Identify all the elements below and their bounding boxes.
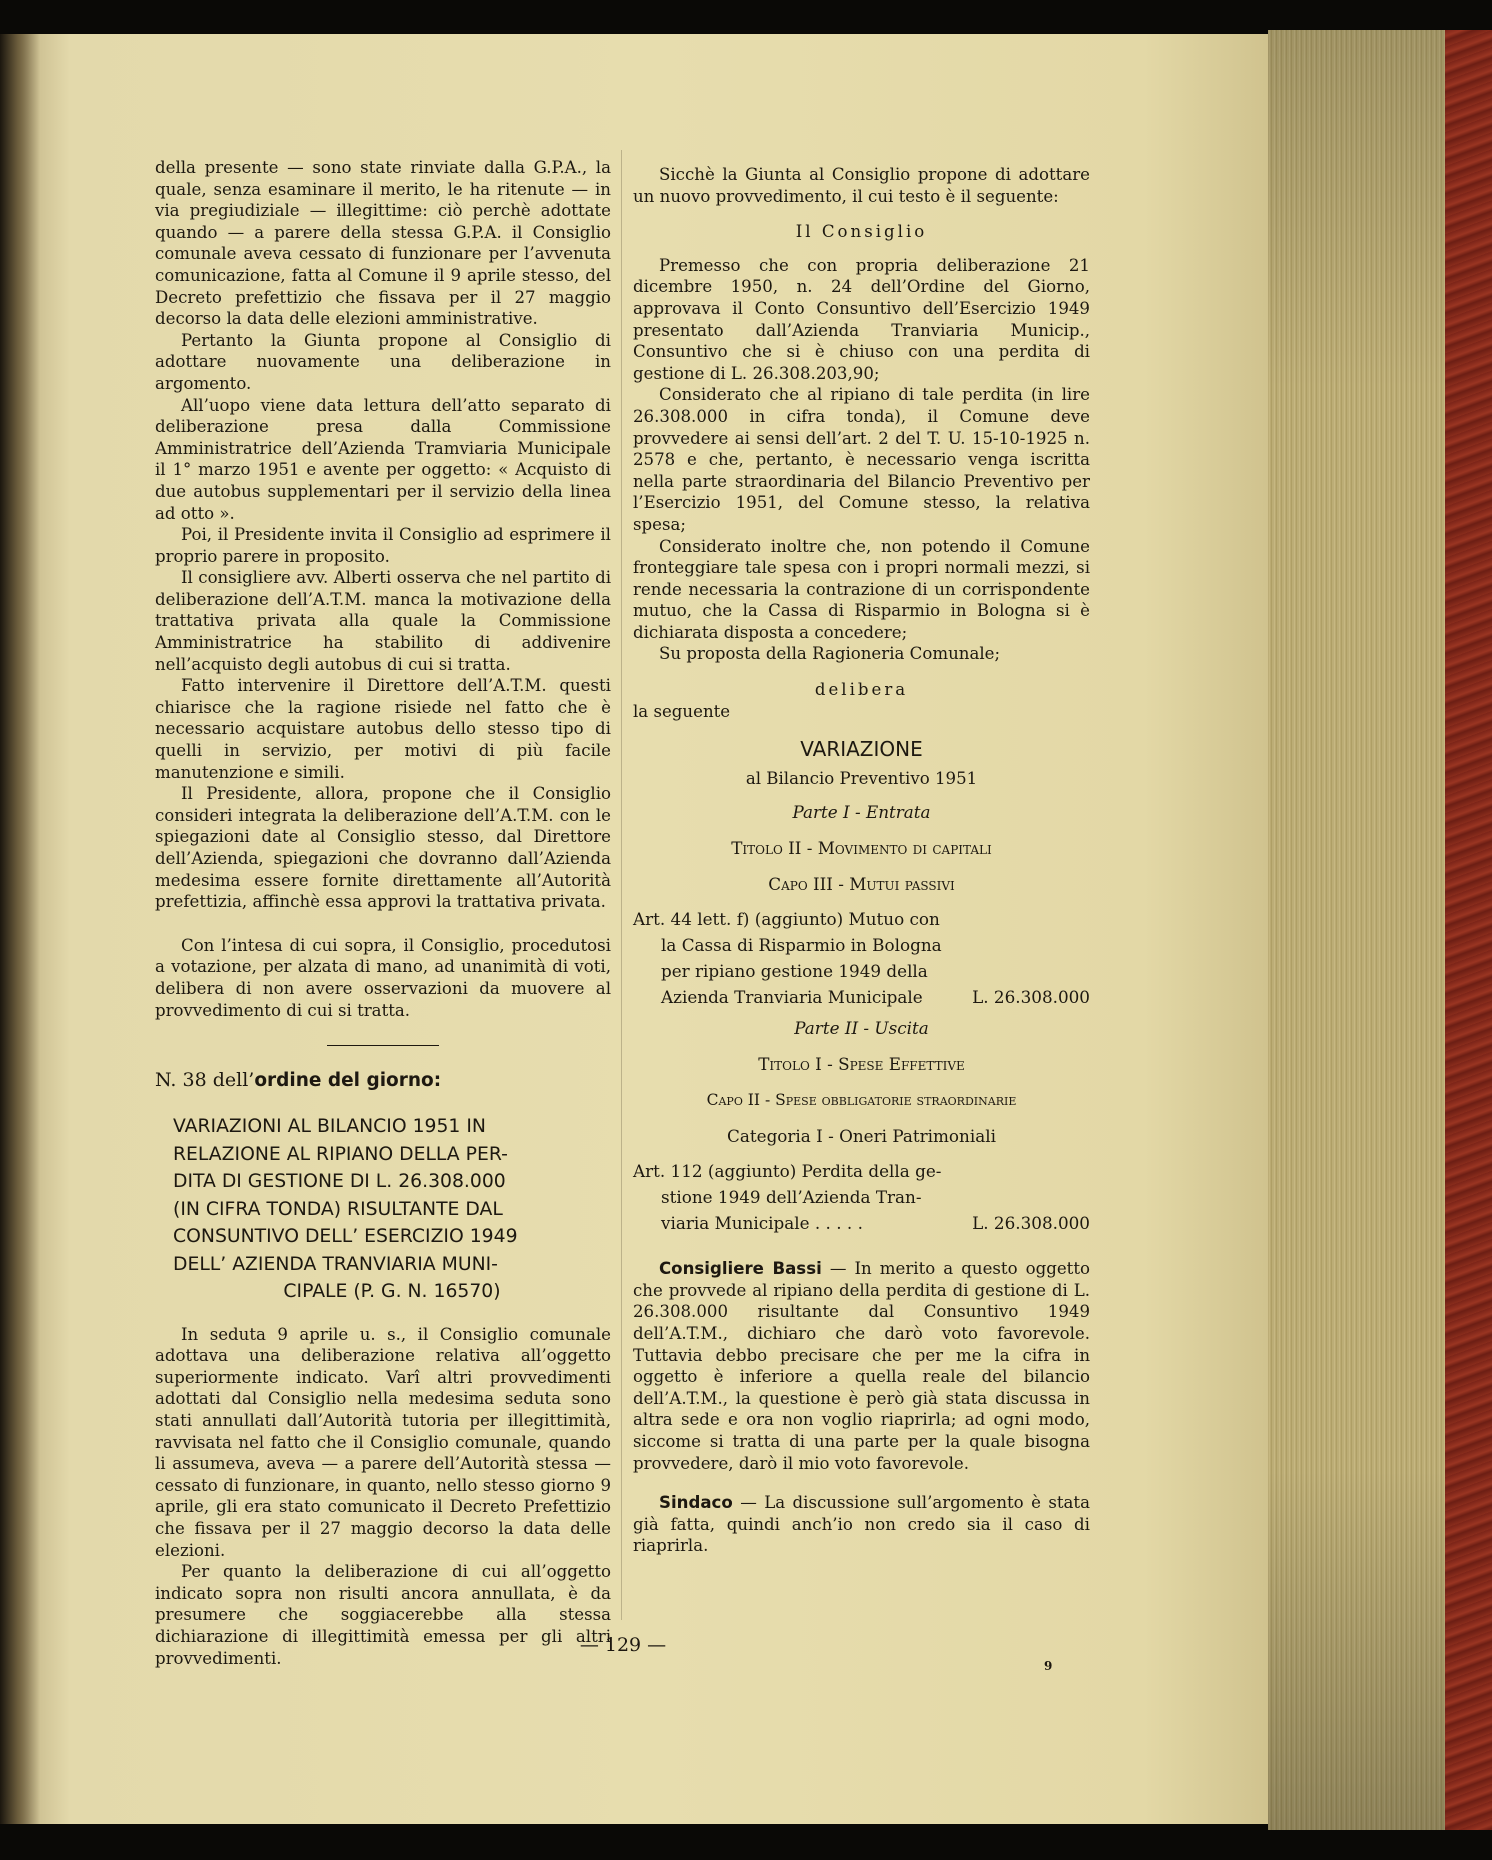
right-column [633,164,1090,1557]
la-seguente: la seguente [633,701,731,721]
paragraph: Pertanto la Giunta propone al Consiglio di adottare nuovamente una deliberazione in argomento. [155,330,611,393]
titolo-heading: Titolo I - Spese Effettive [758,1054,965,1075]
paragraph: All’uopo viene data lettura dell’atto separato di deliberazione presa dalla Commissione Amministratrice dell’Azienda Tramviaria Municipale il 1° marzo 1951 e avente per oggetto: « Acquisto di due autobus supplementari per il servizio della linea ad otto ». [155,395,611,523]
variazione-heading: VARIAZIONE [800,737,923,762]
signature-mark: 9 [1044,1659,1053,1673]
paragraph: Considerato che al ripiano di tale perdita (in lire 26.308.000 in cifra tonda), il Comune deve provvedere ai sensi dell’art. 2 del T. U. 15-10-1925 n. 2578 e che, pertanto, è necessario venga iscritta nella parte straordinaria del Bilancio Preventivo per l’Esercizio 1951, del Comune stesso, la relativa spesa; [633,385,1090,534]
titolo-heading: Titolo II - Movimento di capitali [731,838,992,859]
parte-entrata: Parte I - Entrata [792,802,931,823]
paragraph: Poi, il Presidente invita il Consiglio ad esprimere il proprio parere in proposito. [155,525,611,566]
section-separator [327,1045,439,1046]
speaker-name: Consigliere Bassi [659,1259,822,1279]
paragraph: Fatto intervenire il Direttore dell’A.T.M. questi chiarisce che la ragione risiede nel fatto che è necessario acquistare autobus dello stesso tipo di quelli in servizio, per motivi di più facile manutenzione e simili. [155,676,611,782]
paragraph: Premesso che con propria deliberazione 21 dicembre 1950, n. 24 dell’Ordine del Giorno, approvava il Conto Consuntivo dell’Esercizio 1949 presentato dall’Azienda Tranviaria Municip., Consuntivo che si è chiuso con una perdita di gestione di L. 26.308.203,90; [633,255,1090,383]
book-cover-marbled [1445,30,1492,1830]
paragraph: Il consigliere avv. Alberti osserva che nel partito di deliberazione dell’A.T.M. manca la motivazione della trattativa privata alla quale la Commissione Amministratrice ha stabilito di addivenire nell’acquisto degli autobus di cui si tratta. [155,568,611,674]
article-44: Art. 44 lett. f) (aggiunto) Mutuo con la Cassa di Risparmio in Bologna per ripiano gestione 1949 della Azienda Tranviaria Municipale L. 26.308.000 [633,909,1090,1008]
paragraph: Sicchè la Giunta al Consiglio propone di adottare un nuovo provvedimento, il cui testo è il seguente: [633,165,1090,206]
paragraph: In seduta 9 aprile u. s., il Consiglio comunale adottava una deliberazione relativa all’oggetto superiormente indicato. Varî altri provvedimenti adottati dal Consiglio nella medesima seduta sono stati annullati dall’Autorità tutoria per illegittimità, ravvisata nel fatto che il Consiglio comunale, quando li assumeva, aveva — a parere dell’Autorità stessa — cessato di funzionare, in quanto, nello stesso giorno 9 aprile, gli era stato comunicato il Decreto Prefettizio che fissava per il 27 maggio decorso la data delle elezioni. [155,1324,611,1560]
parte-uscita: Parte II - Uscita [794,1018,929,1039]
paragraph: Per quanto la deliberazione di cui all’oggetto indicato sopra non risulti ancora annullata, è da presumere che soggiacerebbe alla stessa dichiarazione di illegittimità emessa per gli altri provvedimenti. [155,1562,611,1668]
heading-il-consiglio: Il Consiglio [795,222,928,242]
page-gutter-shadow [0,34,40,1824]
paragraph: Con l’intesa di cui sopra, il Consiglio, procedutosi a votazione, per alzata di mano, ad unanimità di voti, delibera di non avere osservazioni da muovere al provvedimento di cui si tratta. [155,935,611,1020]
article-112: Art. 112 (aggiunto) Perdita della ge- stione 1949 dell’Azienda Tran- viaria Municipale . . . . . L. 26.308.000 [633,1161,1090,1234]
speaker-name: Sindaco [659,1493,733,1513]
paragraph: Su proposta della Ragioneria Comunale; [659,644,1001,664]
paragraph: Il Presidente, allora, propone che il Consiglio consideri integrata la deliberazione dell’A.T.M. con le spiegazioni date al Consiglio stesso, dal Direttore dell’Azienda, spiegazioni che dovranno dall’Azienda medesima essere fornite direttamente all’Autorità prefettizia, affinchè essa approvi la trattativa privata. [155,784,611,912]
agenda-item-title: VARIAZIONI AL BILANCIO 1951 IN RELAZIONE AL RIPIANO DELLA PER- DITA DI GESTIONE DI L. 26.308.000 (IN CIFRA TONDA) RISULTANTE DAL CONSUNTIVO DELL’ ESERCIZIO 1949 DELL’ AZIENDA TRANVIARIA MUNI- CIPALE (P. G. N. 16570) [173,1116,518,1303]
speech-bassi: Consigliere Bassi — In merito a questo oggetto che provvede al ripiano della perdita di gestione di L. 26.308.000 risultante dal Consuntivo 1949 dell’A.T.M., dichiaro che darò voto favorevole. Tuttavia debbo precisare che per me la cifra in oggetto è inferiore a quella reale del bilancio dell’A.T.M., la questione è però già stata discussa in altra sede e ora non voglio riaprirla; ad ogni modo, siccome si tratta di una parte per la quale bisogna provvedere, darò il mio voto favorevole. [633,1259,1091,1473]
order-of-day-heading: N. 38 dell’ordine del giorno: [155,1069,442,1092]
paragraph: Considerato inoltre che, non potendo il Comune fronteggiare tale spesa con i propri normali mezzi, si rende necessaria la contrazione di un corrispondente mutuo, che la Cassa di Risparmio in Bologna si è dichiarata disposta a concedere; [633,536,1090,642]
bilancio-subheading: al Bilancio Preventivo 1951 [745,769,978,789]
delibera-heading: delibera [814,680,909,700]
categoria-heading: Categoria I - Oneri Patrimoniali [727,1126,996,1147]
capo-heading: Capo III - Mutui passivi [768,874,955,895]
column-divider [621,150,622,1620]
left-column [155,157,611,1669]
capo-heading: Capo II - Spese obbligatorie straordinarie [706,1091,1017,1110]
paragraph: della presente — sono state rinviate dalla G.P.A., la quale, senza esaminare il merito, le ha ritenute — in via pregiudiziale — illegittime: ciò perchè adottate quando — a parere della stessa G.P.A. il Consiglio comunale aveva cessato di funzionare per l’avvenuta comunicazione, fatta al Comune il 9 aprile stesso, del Decreto prefettizio che fissava per il 27 maggio decorso la data delle elezioni amministrative. [155,158,611,329]
speech-sindaco: Sindaco — La discussione sull’argomento è stata già fatta, quindi anch’io non credo sia il caso di riaprirla. [633,1493,1090,1556]
page-number: — 129 — [579,1634,667,1656]
